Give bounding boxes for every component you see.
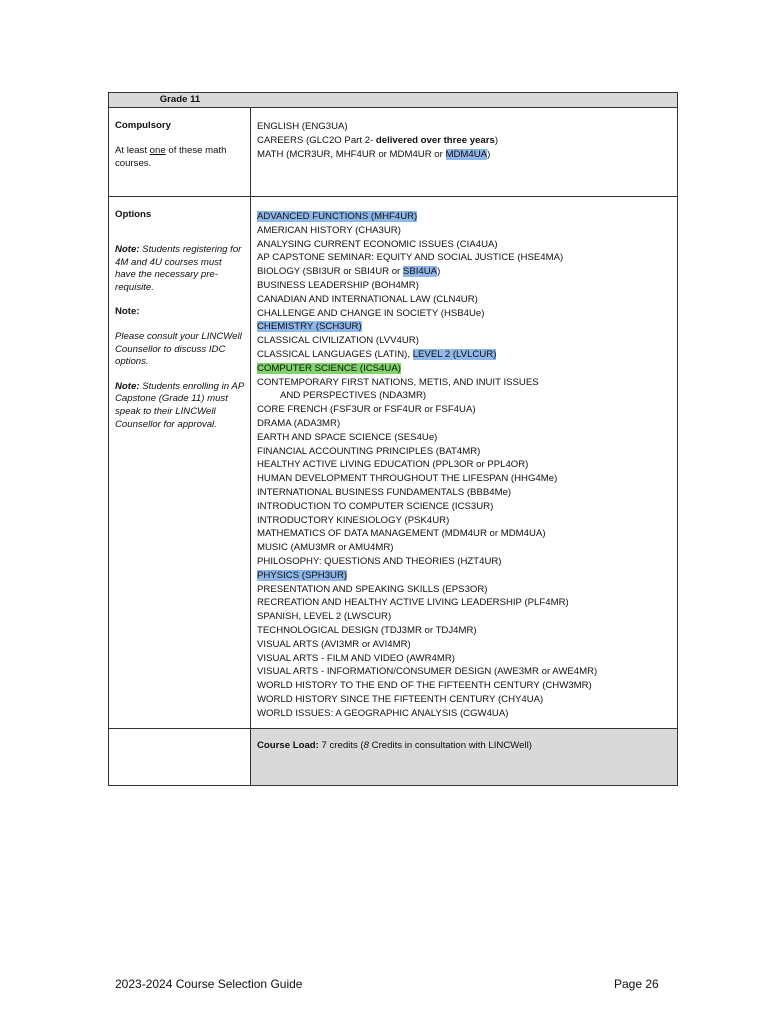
course-text: CLASSICAL LANGUAGES (LATIN),: [257, 348, 413, 360]
list-item: RECREATION AND HEALTHY ACTIVE LIVING LEADERSHIP (PLF4MR): [257, 597, 569, 609]
options-row: [109, 197, 678, 729]
course-text: BIOLOGY (SBI3UR or SBI4UR or: [257, 266, 403, 278]
idc-note: [115, 331, 244, 369]
compulsory-label: Compulsory: [115, 120, 171, 131]
list-item: TECHNOLOGICAL DESIGN (TDJ3MR or TDJ4MR): [257, 624, 477, 636]
list-item: FINANCIAL ACCOUNTING PRINCIPLES (BAT4MR): [257, 445, 481, 457]
table-header-row: [109, 93, 678, 108]
options-notes: [115, 244, 244, 431]
list-item: INTRODUCTORY KINESIOLOGY (PSK4UR): [257, 514, 450, 526]
list-item: VISUAL ARTS - FILM AND VIDEO (AWR4MR): [257, 652, 455, 664]
course-load-credits: 7 credits (: [318, 740, 364, 751]
list-item: INTERNATIONAL BUSINESS FUNDAMENTALS (BBB4Me): [257, 486, 512, 498]
note-text: IDC options.: [115, 343, 226, 368]
list-item: CONTEMPORARY FIRST NATIONS, METIS, AND INUIT ISSUES: [257, 376, 539, 388]
compulsory-row: [109, 108, 678, 197]
course-text: ): [487, 148, 491, 160]
list-item: [257, 348, 671, 362]
note-label: Note:: [115, 244, 140, 255]
list-item: VISUAL ARTS - INFORMATION/CONSUMER DESIGN (AWE3MR or AWE4MR): [257, 666, 598, 678]
list-item: MATHEMATICS OF DATA MANAGEMENT (MDM4UR or MDM4UA): [257, 528, 546, 540]
note-label-text: Note:: [115, 306, 140, 318]
course-load-label: Course Load:: [257, 740, 319, 751]
compulsory-course-list: [257, 120, 671, 161]
list-item: AP CAPSTONE SEMINAR: EQUITY AND SOCIAL JUSTICE (HSE4MA): [257, 252, 564, 264]
highlighted-course-green: COMPUTER SCIENCE (ICS4UA): [257, 362, 401, 374]
ap-capstone-note: [115, 381, 244, 431]
list-item: WORLD HISTORY SINCE THE FIFTEENTH CENTURY (CHY4UA): [257, 693, 544, 705]
note-label: [115, 306, 244, 319]
option-course-list: [257, 209, 671, 720]
course-load-note: Credits in consultation with LINCWell): [368, 740, 532, 751]
options-courses-cell: [251, 197, 678, 729]
list-item: ENGLISH (ENG3UA): [257, 121, 348, 132]
highlighted-course: CHEMISTRY (SCH3UR): [257, 321, 362, 333]
list-item: PHILOSOPHY: QUESTIONS AND THEORIES (HZT4UR): [257, 555, 502, 567]
options-label: Options: [115, 209, 152, 220]
list-item: CORE FRENCH (FSF3UR or FSF4UR or FSF4UA): [257, 404, 476, 416]
highlighted-course: LEVEL 2 (LVLCUR): [412, 348, 497, 360]
course-text: MATH (MCR3UR, MHF4UR or MDM4UR or: [257, 148, 446, 160]
note-text: Students enrolling in AP Capstone (Grade 11) must speak to their LINCWell Counsellor for approval.: [115, 380, 244, 430]
list-item: MUSIC (AMU3MR or AMU4MR): [257, 542, 394, 554]
note-text: of these math courses.: [115, 145, 227, 169]
grade-header-cell: [109, 93, 678, 108]
list-item: AMERICAN HISTORY (CHA3UR): [257, 224, 401, 236]
options-label-cell: [109, 197, 251, 729]
course-load-row: [109, 729, 678, 786]
list-item: DRAMA (ADA3MR): [257, 417, 341, 429]
list-item: SPANISH, LEVEL 2 (LWSCUR): [257, 611, 392, 623]
course-text: ): [437, 266, 441, 278]
list-item: CLASSICAL CIVILIZATION (LVV4UR): [257, 335, 419, 347]
prerequisite-note: [115, 244, 244, 294]
list-item: HEALTHY ACTIVE LIVING EDUCATION (PPL3OR or PPL4OR): [257, 459, 529, 471]
list-item: [257, 148, 671, 162]
list-item: CHALLENGE AND CHANGE IN SOCIETY (HSB4Ue): [257, 307, 485, 319]
highlighted-course: ADVANCED FUNCTIONS (MHF4UR): [257, 211, 418, 222]
note-label: Note:: [115, 380, 140, 392]
highlighted-course: PHYSICS (SPH3UR): [257, 569, 348, 581]
grade-11-course-table: [108, 92, 678, 786]
list-item: BUSINESS LEADERSHIP (BOH4MR): [257, 279, 419, 291]
list-item: ANALYSING CURRENT ECONOMIC ISSUES (CIA4UA): [257, 238, 498, 250]
list-item: VISUAL ARTS (AVI3MR or AVI4MR): [257, 638, 411, 650]
math-requirement-note: [115, 145, 244, 170]
note-text: Students registering for 4M and 4U courses must have the necessary pre-requisite.: [115, 244, 242, 293]
list-item: [257, 569, 671, 583]
list-item: HUMAN DEVELOPMENT THROUGHOUT THE LIFESPAN (HHG4Me): [257, 473, 558, 485]
list-item: [257, 362, 671, 376]
highlighted-course: MDM4UA: [445, 148, 488, 160]
note-underlined: one: [149, 145, 166, 156]
list-item: PRESENTATION AND SPEAKING SKILLS (EPS3OR): [257, 583, 488, 595]
course-load-credits-italic: 8: [363, 740, 369, 751]
footer-guide-title: 2023-2024 Course Selection Guide: [115, 977, 303, 991]
list-item: [257, 320, 671, 334]
list-item: AND PERSPECTIVES (NDA3MR): [280, 390, 427, 402]
list-item: WORLD ISSUES: A GEOGRAPHIC ANALYSIS (CGW4UA): [257, 707, 509, 719]
course-text: CAREERS (GLC2O Part 2-: [257, 134, 376, 146]
course-load-empty-cell: [109, 729, 251, 786]
list-item: INTRODUCTION TO COMPUTER SCIENCE (ICS3UR): [257, 500, 494, 512]
list-item: WORLD HISTORY TO THE END OF THE FIFTEENTH CENTURY (CHW3MR): [257, 680, 592, 692]
compulsory-label-cell: [109, 108, 251, 197]
list-item: EARTH AND SPACE SCIENCE (SES4Ue): [257, 431, 438, 443]
note-text: Please consult your LINCWell Counsellor to discuss: [115, 330, 242, 355]
grade-header: Grade 11: [159, 94, 201, 105]
course-load-cell: [251, 729, 678, 786]
list-item: [257, 210, 671, 224]
footer-page-number: Page 26: [614, 977, 659, 991]
list-item: CANADIAN AND INTERNATIONAL LAW (CLN4UR): [257, 293, 478, 305]
list-item: [257, 134, 671, 148]
note-text: At least: [115, 145, 150, 156]
list-item: [257, 265, 671, 279]
course-bold-text: delivered over three years: [375, 134, 495, 146]
highlighted-course: SBI4UA: [402, 266, 438, 278]
compulsory-courses-cell: [251, 108, 678, 197]
course-text: ): [494, 134, 499, 146]
